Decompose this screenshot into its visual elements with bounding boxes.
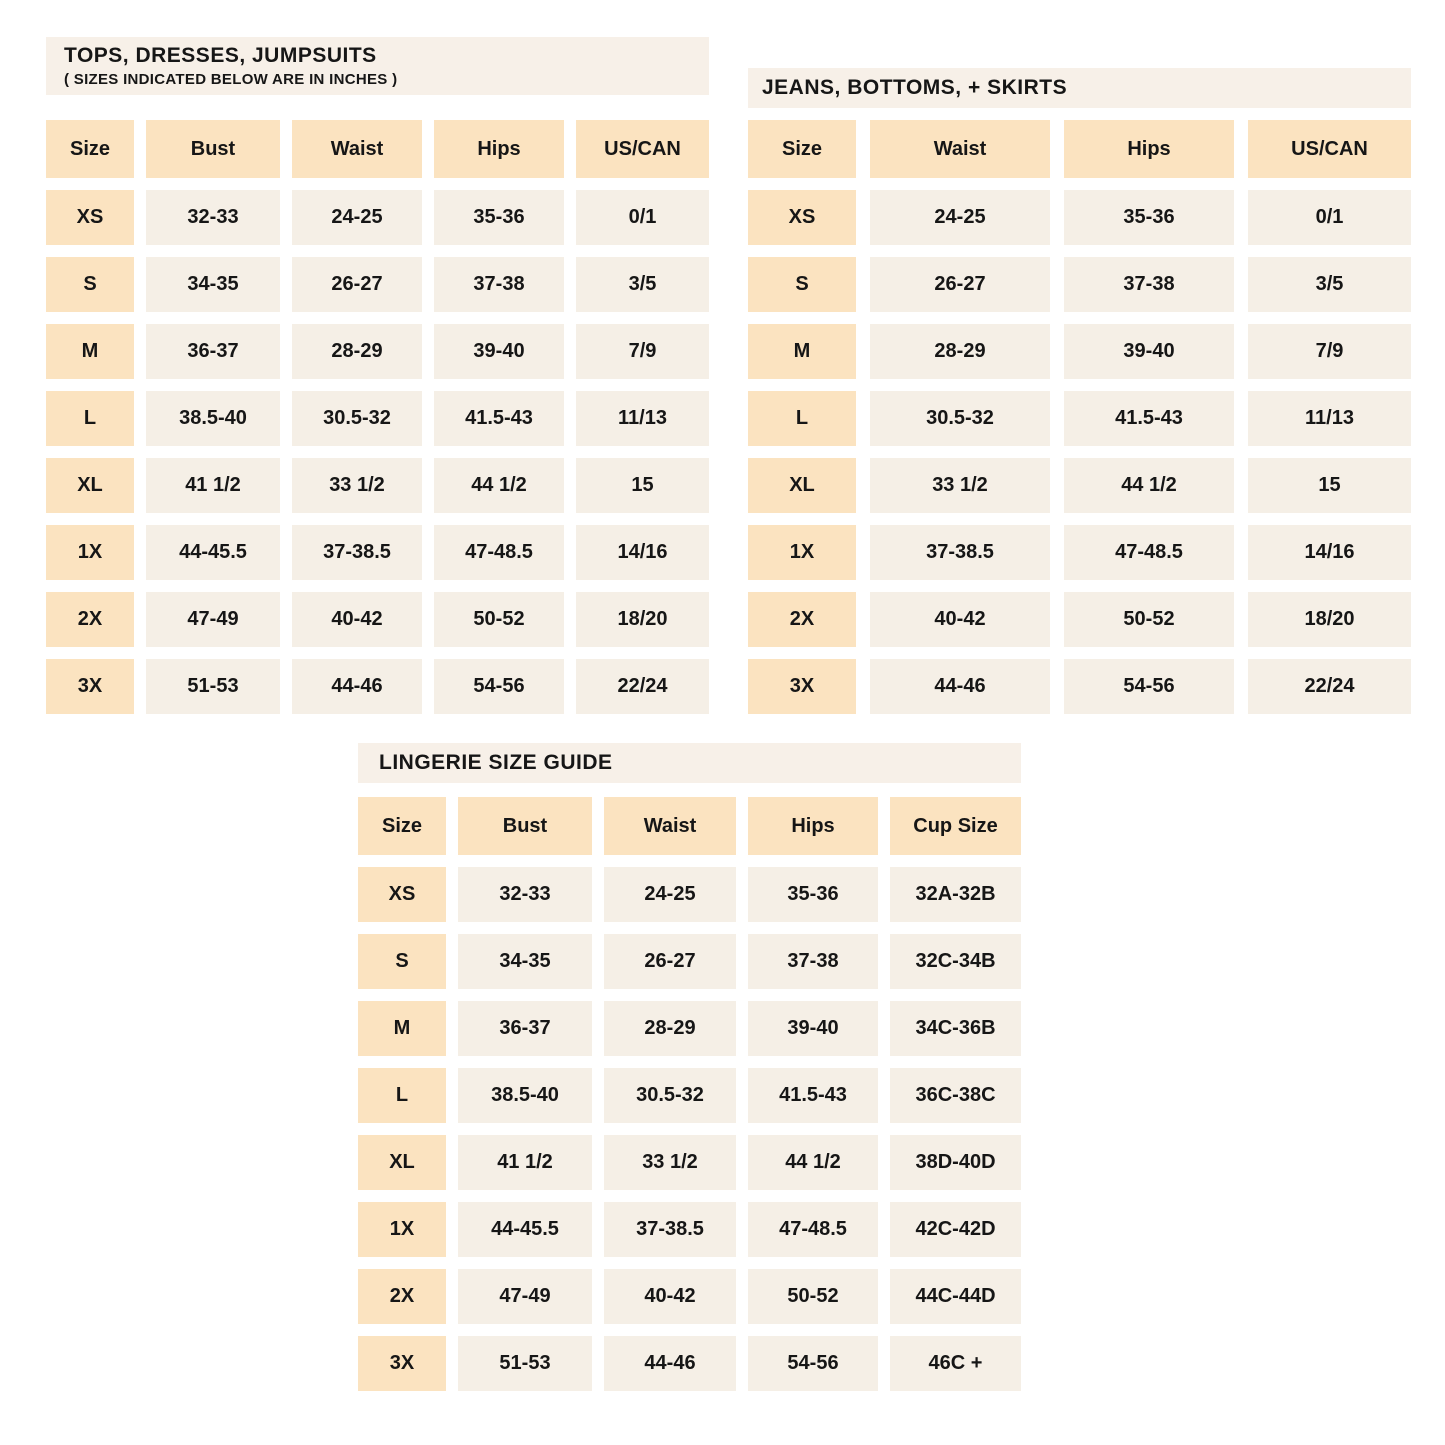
table-title: LINGERIE SIZE GUIDE	[379, 751, 613, 774]
data-cell: 24-25	[292, 190, 422, 245]
data-cell: 35-36	[434, 190, 564, 245]
lingerie-size-guide-table	[358, 743, 1021, 1391]
size-label-cell: XS	[748, 190, 856, 245]
size-label-cell: 3X	[46, 659, 134, 714]
size-label-cell: M	[748, 324, 856, 379]
size-label-cell: 2X	[46, 592, 134, 647]
data-cell: 32-33	[458, 867, 592, 922]
data-cell: 37-38	[1064, 257, 1234, 312]
data-cell: 42C-42D	[890, 1202, 1021, 1257]
data-cell: 11/13	[1248, 391, 1411, 446]
data-cell: 47-48.5	[1064, 525, 1234, 580]
data-cell: 7/9	[576, 324, 709, 379]
size-label-cell: L	[358, 1068, 446, 1123]
data-cell: 3/5	[1248, 257, 1411, 312]
data-cell: 24-25	[870, 190, 1050, 245]
data-cell: 40-42	[292, 592, 422, 647]
size-label-cell: 2X	[748, 592, 856, 647]
data-cell: 46C +	[890, 1336, 1021, 1391]
data-cell: 38.5-40	[458, 1068, 592, 1123]
data-cell: 38.5-40	[146, 391, 280, 446]
data-cell: 32C-34B	[890, 934, 1021, 989]
data-cell: 14/16	[576, 525, 709, 580]
column-header-bust: Bust	[458, 797, 592, 855]
data-cell: 37-38.5	[604, 1202, 736, 1257]
data-cell: 44-46	[870, 659, 1050, 714]
size-label-cell: XS	[358, 867, 446, 922]
size-label-cell: XL	[46, 458, 134, 513]
data-cell: 30.5-32	[292, 391, 422, 446]
tops-title-bar	[46, 37, 709, 95]
data-cell: 14/16	[1248, 525, 1411, 580]
lingerie-title-bar	[358, 743, 1021, 783]
data-cell: 54-56	[1064, 659, 1234, 714]
data-cell: 0/1	[576, 190, 709, 245]
jeans-size-grid	[748, 120, 1411, 714]
column-header-waist: Waist	[292, 120, 422, 178]
data-cell: 22/24	[1248, 659, 1411, 714]
jeans-title-bar	[748, 68, 1411, 108]
tops-size-grid	[46, 120, 709, 714]
data-cell: 34-35	[458, 934, 592, 989]
size-label-cell: 1X	[358, 1202, 446, 1257]
data-cell: 34-35	[146, 257, 280, 312]
column-header-us-can: US/CAN	[1248, 120, 1411, 178]
data-cell: 44C-44D	[890, 1269, 1021, 1324]
data-cell: 37-38	[434, 257, 564, 312]
jeans-bottoms-skirts-table	[748, 37, 1411, 714]
data-cell: 39-40	[1064, 324, 1234, 379]
data-cell: 15	[576, 458, 709, 513]
data-cell: 38D-40D	[890, 1135, 1021, 1190]
data-cell: 44 1/2	[748, 1135, 878, 1190]
data-cell: 41.5-43	[1064, 391, 1234, 446]
size-label-cell: XS	[46, 190, 134, 245]
data-cell: 54-56	[434, 659, 564, 714]
data-cell: 39-40	[434, 324, 564, 379]
data-cell: 30.5-32	[604, 1068, 736, 1123]
column-header-size: Size	[748, 120, 856, 178]
column-header-waist: Waist	[870, 120, 1050, 178]
data-cell: 32-33	[146, 190, 280, 245]
size-label-cell: 1X	[748, 525, 856, 580]
size-label-cell: 3X	[748, 659, 856, 714]
data-cell: 7/9	[1248, 324, 1411, 379]
column-header-size: Size	[358, 797, 446, 855]
data-cell: 47-49	[146, 592, 280, 647]
data-cell: 44-46	[292, 659, 422, 714]
data-cell: 47-48.5	[748, 1202, 878, 1257]
data-cell: 41.5-43	[434, 391, 564, 446]
table-subtitle: ( SIZES INDICATED BELOW ARE IN INCHES )	[64, 71, 398, 88]
data-cell: 36C-38C	[890, 1068, 1021, 1123]
lingerie-size-grid	[358, 797, 1021, 1391]
data-cell: 18/20	[576, 592, 709, 647]
column-header-hips: Hips	[434, 120, 564, 178]
data-cell: 40-42	[604, 1269, 736, 1324]
size-label-cell: L	[46, 391, 134, 446]
size-label-cell: S	[46, 257, 134, 312]
column-header-hips: Hips	[1064, 120, 1234, 178]
column-header-size: Size	[46, 120, 134, 178]
data-cell: 50-52	[1064, 592, 1234, 647]
data-cell: 44 1/2	[1064, 458, 1234, 513]
size-label-cell: M	[358, 1001, 446, 1056]
data-cell: 32A-32B	[890, 867, 1021, 922]
data-cell: 51-53	[458, 1336, 592, 1391]
data-cell: 34C-36B	[890, 1001, 1021, 1056]
data-cell: 41 1/2	[458, 1135, 592, 1190]
data-cell: 44-45.5	[146, 525, 280, 580]
size-label-cell: M	[46, 324, 134, 379]
data-cell: 22/24	[576, 659, 709, 714]
data-cell: 50-52	[748, 1269, 878, 1324]
data-cell: 33 1/2	[870, 458, 1050, 513]
data-cell: 44-45.5	[458, 1202, 592, 1257]
column-header-us-can: US/CAN	[576, 120, 709, 178]
size-label-cell: XL	[748, 458, 856, 513]
size-label-cell: 2X	[358, 1269, 446, 1324]
data-cell: 26-27	[292, 257, 422, 312]
data-cell: 44 1/2	[434, 458, 564, 513]
data-cell: 15	[1248, 458, 1411, 513]
size-label-cell: 3X	[358, 1336, 446, 1391]
data-cell: 37-38	[748, 934, 878, 989]
table-title: TOPS, DRESSES, JUMPSUITS	[64, 44, 377, 67]
data-cell: 36-37	[146, 324, 280, 379]
size-label-cell: S	[748, 257, 856, 312]
size-label-cell: XL	[358, 1135, 446, 1190]
data-cell: 26-27	[870, 257, 1050, 312]
data-cell: 41 1/2	[146, 458, 280, 513]
data-cell: 54-56	[748, 1336, 878, 1391]
data-cell: 35-36	[1064, 190, 1234, 245]
data-cell: 37-38.5	[870, 525, 1050, 580]
data-cell: 51-53	[146, 659, 280, 714]
data-cell: 0/1	[1248, 190, 1411, 245]
data-cell: 44-46	[604, 1336, 736, 1391]
size-label-cell: 1X	[46, 525, 134, 580]
data-cell: 33 1/2	[292, 458, 422, 513]
column-header-waist: Waist	[604, 797, 736, 855]
data-cell: 24-25	[604, 867, 736, 922]
table-title: JEANS, BOTTOMS, + SKIRTS	[762, 76, 1068, 99]
data-cell: 3/5	[576, 257, 709, 312]
data-cell: 47-48.5	[434, 525, 564, 580]
data-cell: 47-49	[458, 1269, 592, 1324]
data-cell: 39-40	[748, 1001, 878, 1056]
data-cell: 40-42	[870, 592, 1050, 647]
data-cell: 37-38.5	[292, 525, 422, 580]
column-header-hips: Hips	[748, 797, 878, 855]
data-cell: 28-29	[870, 324, 1050, 379]
data-cell: 41.5-43	[748, 1068, 878, 1123]
size-label-cell: L	[748, 391, 856, 446]
data-cell: 30.5-32	[870, 391, 1050, 446]
data-cell: 28-29	[292, 324, 422, 379]
data-cell: 50-52	[434, 592, 564, 647]
size-label-cell: S	[358, 934, 446, 989]
data-cell: 28-29	[604, 1001, 736, 1056]
data-cell: 35-36	[748, 867, 878, 922]
column-header-cup-size: Cup Size	[890, 797, 1021, 855]
tops-dresses-jumpsuits-table	[46, 37, 709, 714]
data-cell: 18/20	[1248, 592, 1411, 647]
data-cell: 33 1/2	[604, 1135, 736, 1190]
data-cell: 26-27	[604, 934, 736, 989]
data-cell: 36-37	[458, 1001, 592, 1056]
column-header-bust: Bust	[146, 120, 280, 178]
data-cell: 11/13	[576, 391, 709, 446]
